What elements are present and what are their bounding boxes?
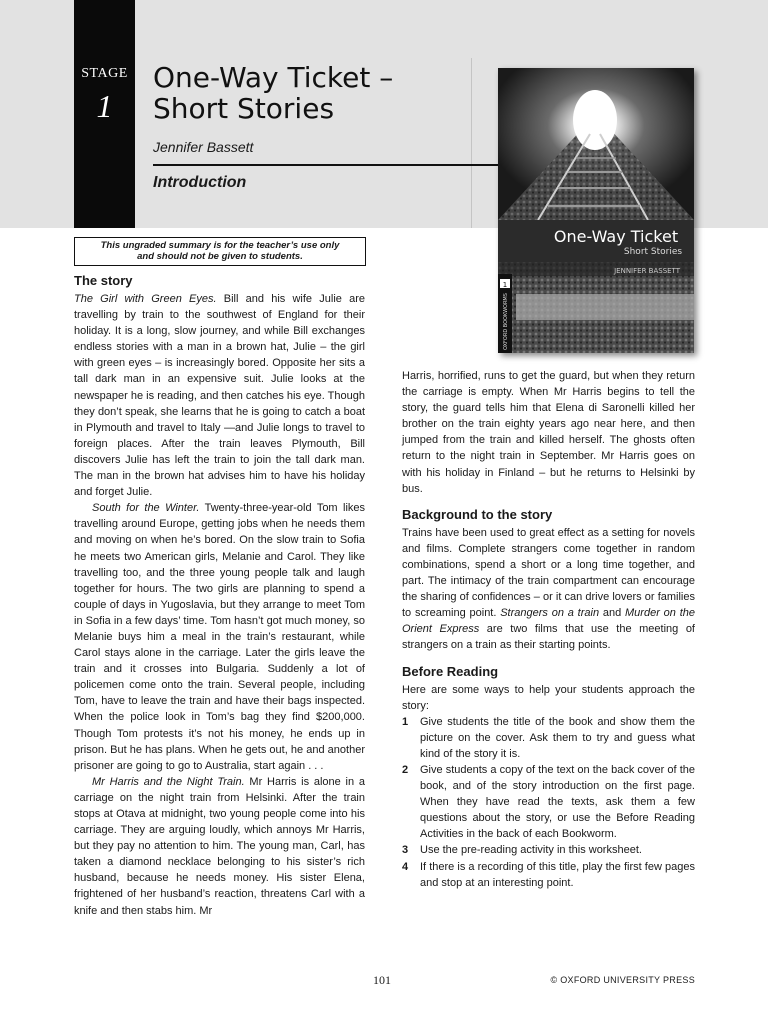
background-text-a: Trains have been used to great effect as a setting for novels and films. Complete strangers come together in random combinations, spend a short or a long time together, and part. The intimacy of the train compartment can encourage the sharing of confidences – or it can drive lovers or families to screaming point. bbox=[402, 526, 695, 620]
background-paragraph bbox=[402, 525, 695, 654]
story-3-title: Mr Harris and the Night Train. bbox=[92, 775, 245, 788]
cover-subtitle: Short Stories bbox=[623, 247, 683, 257]
story-paragraph-2 bbox=[74, 500, 365, 774]
list-number: 1 bbox=[402, 715, 409, 728]
cover-title: One-Way Ticket bbox=[553, 227, 679, 246]
list-number: 2 bbox=[402, 763, 409, 776]
teacher-notice bbox=[74, 237, 366, 266]
cover-spine-text: OXFORD BOOKWORMS bbox=[503, 293, 509, 350]
header-divider bbox=[471, 58, 472, 228]
story-3-continued: Harris, horrified, runs to get the guard, but when they return the carriage is empty. When Mr Harris begins to tell the story, the guard tells him that Elena di Saronelli killed her brother on the train eighty years ago near here, and then jumped from the train and killed herself. The ghosts often return to the night train in September. Mr Harris goes on with his holiday in Finland – but he returns to Helsinki by bus. bbox=[402, 370, 695, 495]
story-paragraph-3 bbox=[74, 774, 365, 919]
background-text-b: are two films that use the meeting of strangers on a train as their starting points. bbox=[402, 623, 695, 652]
film-title-1: Strangers on a train bbox=[500, 607, 600, 620]
list-item bbox=[402, 714, 695, 762]
list-item bbox=[402, 842, 695, 858]
story-3-text: Mr Harris is alone in a carriage on the night train from Helsinki. After the train stops at Otava at midnight, two young people come into his carriage. They are arguing loudly, which annoys Mr Harris, but they pay no attention to him. The young man, Carl, has taken a diamond necklace belonging to his sister’s rich husband, because he needs money. His sister Elena, frightened of her husband’s reaction, threatens Carl with a knife and then stabs him. Mr bbox=[74, 775, 365, 917]
story-2-title: South for the Winter. bbox=[92, 502, 200, 515]
left-column bbox=[74, 272, 365, 919]
story-paragraph-1 bbox=[74, 291, 365, 500]
page-number: 101 bbox=[373, 973, 391, 987]
notice-line-1: This ungraded summary is for the teacher’s use only bbox=[100, 240, 340, 251]
list-text: Give students the title of the book and show them the picture on the cover. Ask them to try and guess what kind of the story it is. bbox=[420, 715, 695, 760]
list-text: Give students a copy of the text on the back cover of the book, and of the story introduction on the first page. When they have read the texts, ask them a few questions about the story, or use the Before Reading Activities in the back of each Bookworm. bbox=[420, 763, 695, 841]
title-line-1: One-Way Ticket – bbox=[153, 61, 394, 94]
before-reading-heading: Before Reading bbox=[402, 663, 499, 679]
story-1-title: The Girl with Green Eyes. bbox=[74, 293, 217, 305]
cover-author: JENNIFER BASSETT bbox=[614, 267, 680, 275]
title-rule bbox=[153, 164, 498, 166]
cover-stage-number: 1 bbox=[502, 281, 508, 289]
story-1-text: Bill and his wife Julie are travelling by train to the southwest of England for their holiday. It is a long, slow journey, and while Bill exchanges endless stories with a man in a brown hat, Julie – the girl with green eyes – is increasingly bored. Opposite her sits a tall dark man in an expensive suit. Julie looks at the newspaper he is reading, and then catches his eye. Though they don’t speak, she learns that he is going to catch a boat in Plymouth and travel to Italy —and Julie longs to travel to foreign places. After the train leaves Plymouth, Bill discovers Julie has left the train to join the tall dark man. The man in the brown hat advises him to have his holiday and forget Julie. bbox=[74, 293, 365, 499]
stage-label: STAGE bbox=[81, 66, 128, 81]
title-line-2: Short Stories bbox=[153, 92, 335, 125]
before-reading-list bbox=[402, 714, 695, 891]
list-text: If there is a recording of this title, play the first few pages and stop at an interesting point. bbox=[420, 860, 695, 889]
background-heading: Background to the story bbox=[402, 506, 553, 522]
story-heading: The story bbox=[74, 273, 133, 288]
list-text: Use the pre-reading activity in this worksheet. bbox=[420, 844, 642, 857]
list-number: 3 bbox=[402, 844, 409, 857]
stage-box bbox=[74, 0, 135, 228]
publisher-credit: © OXFORD UNIVERSITY PRESS bbox=[550, 975, 695, 985]
background-and: and bbox=[599, 607, 626, 620]
story-2-text: Twenty-three-year-old Tom likes travelling around Europe, getting jobs when he needs them and moving on when he’s bored. On the slow train to Sofia he meets two American girls, Melanie and Carol. They like travelling too, and the three young people talk and laugh together for hours. The two girls are planning to spend a couple of days in Yugoslavia, but they arrange to meet Tom in Sofia in a few days’ time. Tom hasn’t got much money, so Melanie buys him a meal in the train’s restaurant, while Carol stays alone in the carriage. Later the girls leave the train and it crosses into Bulgaria. Suddenly a lot of policemen come onto the train. Several people, including Tom, have to leave the train and have their bags inspected. When the police look in Tom’s bag they find $200,000. Though Tom protests it’s not his money, he ends up in prison. But he has plans. When he gets out, he and another prisoner are going to go to Australia, start again . . . bbox=[74, 502, 366, 772]
list-number: 4 bbox=[402, 860, 409, 873]
list-item bbox=[402, 762, 695, 842]
right-column bbox=[402, 368, 695, 891]
notice-line-2: and should not be given to students. bbox=[137, 251, 303, 262]
film-title-2: Murder on the Orient Express bbox=[402, 607, 695, 636]
page-title bbox=[153, 62, 393, 124]
author-name: Jennifer Bassett bbox=[153, 139, 254, 155]
section-heading: Introduction bbox=[153, 174, 247, 191]
stage-number: 1 bbox=[96, 88, 113, 124]
list-item bbox=[402, 859, 695, 891]
before-reading-intro: Here are some ways to help your students approach the story: bbox=[402, 683, 695, 712]
book-cover-image bbox=[498, 68, 694, 353]
